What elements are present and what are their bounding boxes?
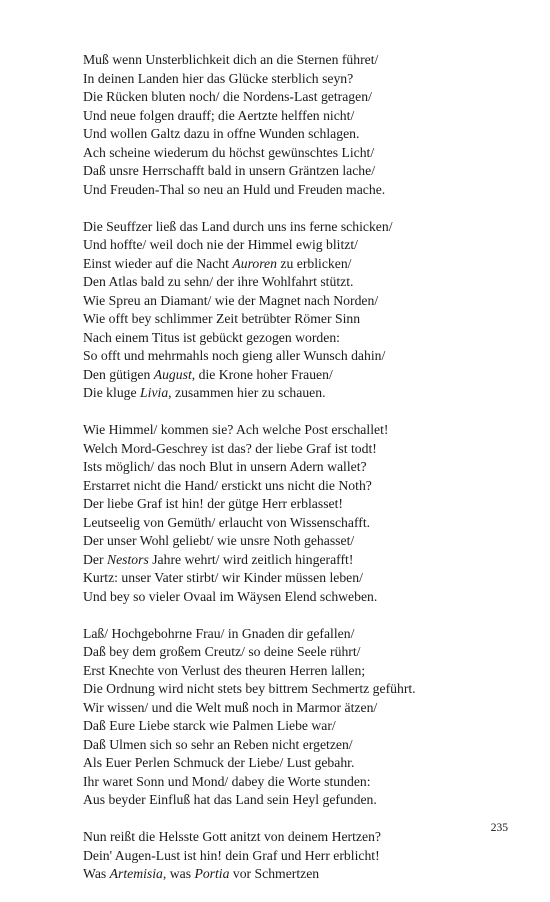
poem-line: Der liebe Graf ist hin! der gütge Herr erblasset!: [83, 496, 343, 511]
poem-line: Daß Eure Liebe starck wie Palmen Liebe war/: [83, 718, 336, 733]
stanza: [83, 625, 533, 810]
poem-line: Erst Knechte von Verlust des theuren Herren lallen;: [83, 662, 366, 678]
poem-line: Und bey so vieler Ovaal im Wäysen Elend schweben.: [83, 588, 378, 604]
page-number: 235: [490, 822, 508, 834]
poem-line: Ach scheine wiederum du höchst gewünschtes Licht/: [83, 144, 375, 160]
poem-line: Der Nestors Jahre wehrt/ wird zeitlich hingerafft!: [83, 551, 354, 567]
italic-name: Auroren: [232, 255, 277, 271]
poem-line: Und neue folgen drauff; die Aertzte helffen nicht/: [83, 107, 355, 123]
poem-line: Und Freuden-Thal so neu an Huld und Freuden mache.: [83, 181, 386, 197]
poem-line: Den gütigen August, die Krone hoher Frauen/: [83, 366, 333, 382]
poem-line: Nach einem Titus ist gebückt gezogen worden:: [83, 329, 340, 345]
poem-line: Daß Ulmen sich so sehr an Reben nicht ergetzen/: [83, 736, 353, 752]
poem-text: [83, 51, 533, 902]
italic-name: Nestors: [106, 551, 149, 567]
stanza: [83, 51, 533, 199]
poem-line: Ists möglich/ das noch Blut in unsern Adern wallet?: [83, 459, 367, 474]
poem-line: Kurtz: unser Vater stirbt/ wir Kinder müssen leben/: [83, 570, 363, 585]
poem-line: Welch Mord-Geschrey ist das? der liebe Graf ist todt!: [83, 440, 377, 456]
poem-line: Den Atlas bald zu sehn/ der ihre Wohlfahrt stützt.: [83, 274, 354, 289]
poem-line: Ihr waret Sonn und Mond/ dabey die Worte stunden:: [83, 773, 371, 789]
poem-line: Nun reißt die Helsste Gott anitzt von deinem Hertzen?: [83, 829, 381, 844]
poem-line: Wie Spreu an Diamant/ wie der Magnet nach Norden/: [83, 292, 379, 308]
poem-line: Was Artemisia, was Portia vor Schmertzen: [83, 866, 320, 881]
stanza: [83, 218, 533, 403]
stanza: [83, 421, 533, 606]
italic-name: August: [153, 366, 192, 382]
poem-line: Wir wissen/ und die Welt muß noch in Marmor ätzen/: [83, 699, 378, 715]
poem-line: Laß/ Hochgebohrne Frau/ in Gnaden dir gefallen/: [83, 625, 355, 641]
italic-name: Artemisia: [109, 866, 163, 881]
poem-line: Und wollen Galtz dazu in offne Wunden schlagen.: [83, 126, 360, 141]
poem-line: Und hoffte/ weil doch nie der Himmel ewig blitzt/: [83, 237, 358, 252]
poem-line: Der unser Wohl geliebt/ wie unsre Noth gehasset/: [83, 533, 355, 548]
poem-line: Als Euer Perlen Schmuck der Liebe/ Lust gebahr.: [83, 755, 355, 770]
poem-line: Muß wenn Unsterblichkeit dich an die Sternen führet/: [83, 52, 379, 67]
poem-line: In deinen Landen hier das Glücke sterblich seyn?: [83, 70, 354, 86]
italic-name: Livia: [140, 385, 169, 400]
poem-line: So offt und mehrmahls noch gieng aller Wunsch dahin/: [83, 348, 386, 363]
poem-line: Die Seuffzer ließ das Land durch uns ins ferne schicken/: [83, 218, 393, 234]
italic-name: Portia: [194, 866, 230, 881]
poem-line: Leutseelig von Gemüth/ erlaucht von Wissenschafft.: [83, 514, 371, 530]
poem-line: Aus beyder Einfluß hat das Land sein Heyl gefunden.: [83, 792, 377, 807]
poem-line: Wie offt bey schlimmer Zeit betrübter Römer Sinn: [83, 311, 361, 326]
poem-line: Erstarret nicht die Hand/ erstickt uns nicht die Noth?: [83, 477, 372, 493]
poem-line: Die Rücken bluten noch/ die Nordens-Last getragen/: [83, 89, 372, 104]
poem-line: Die Ordnung wird nicht stets bey bittrem Sechmertz geführt.: [83, 681, 416, 696]
poem-line: Wie Himmel/ kommen sie? Ach welche Post erschallet!: [83, 422, 389, 437]
poem-line: Dein' Augen-Lust ist hin! dein Graf und Herr erblicht!: [83, 847, 380, 863]
poem-line: Daß bey dem großem Creutz/ so deine Seele rührt/: [83, 644, 361, 659]
poem-line: Daß unsre Herrschafft bald in unsern Gräntzen lache/: [83, 163, 376, 178]
poem-line: Die kluge Livia, zusammen hier zu schauen.: [83, 385, 326, 400]
stanza: [83, 828, 533, 884]
poem-line: Einst wieder auf die Nacht Auroren zu erblicken/: [83, 255, 352, 271]
